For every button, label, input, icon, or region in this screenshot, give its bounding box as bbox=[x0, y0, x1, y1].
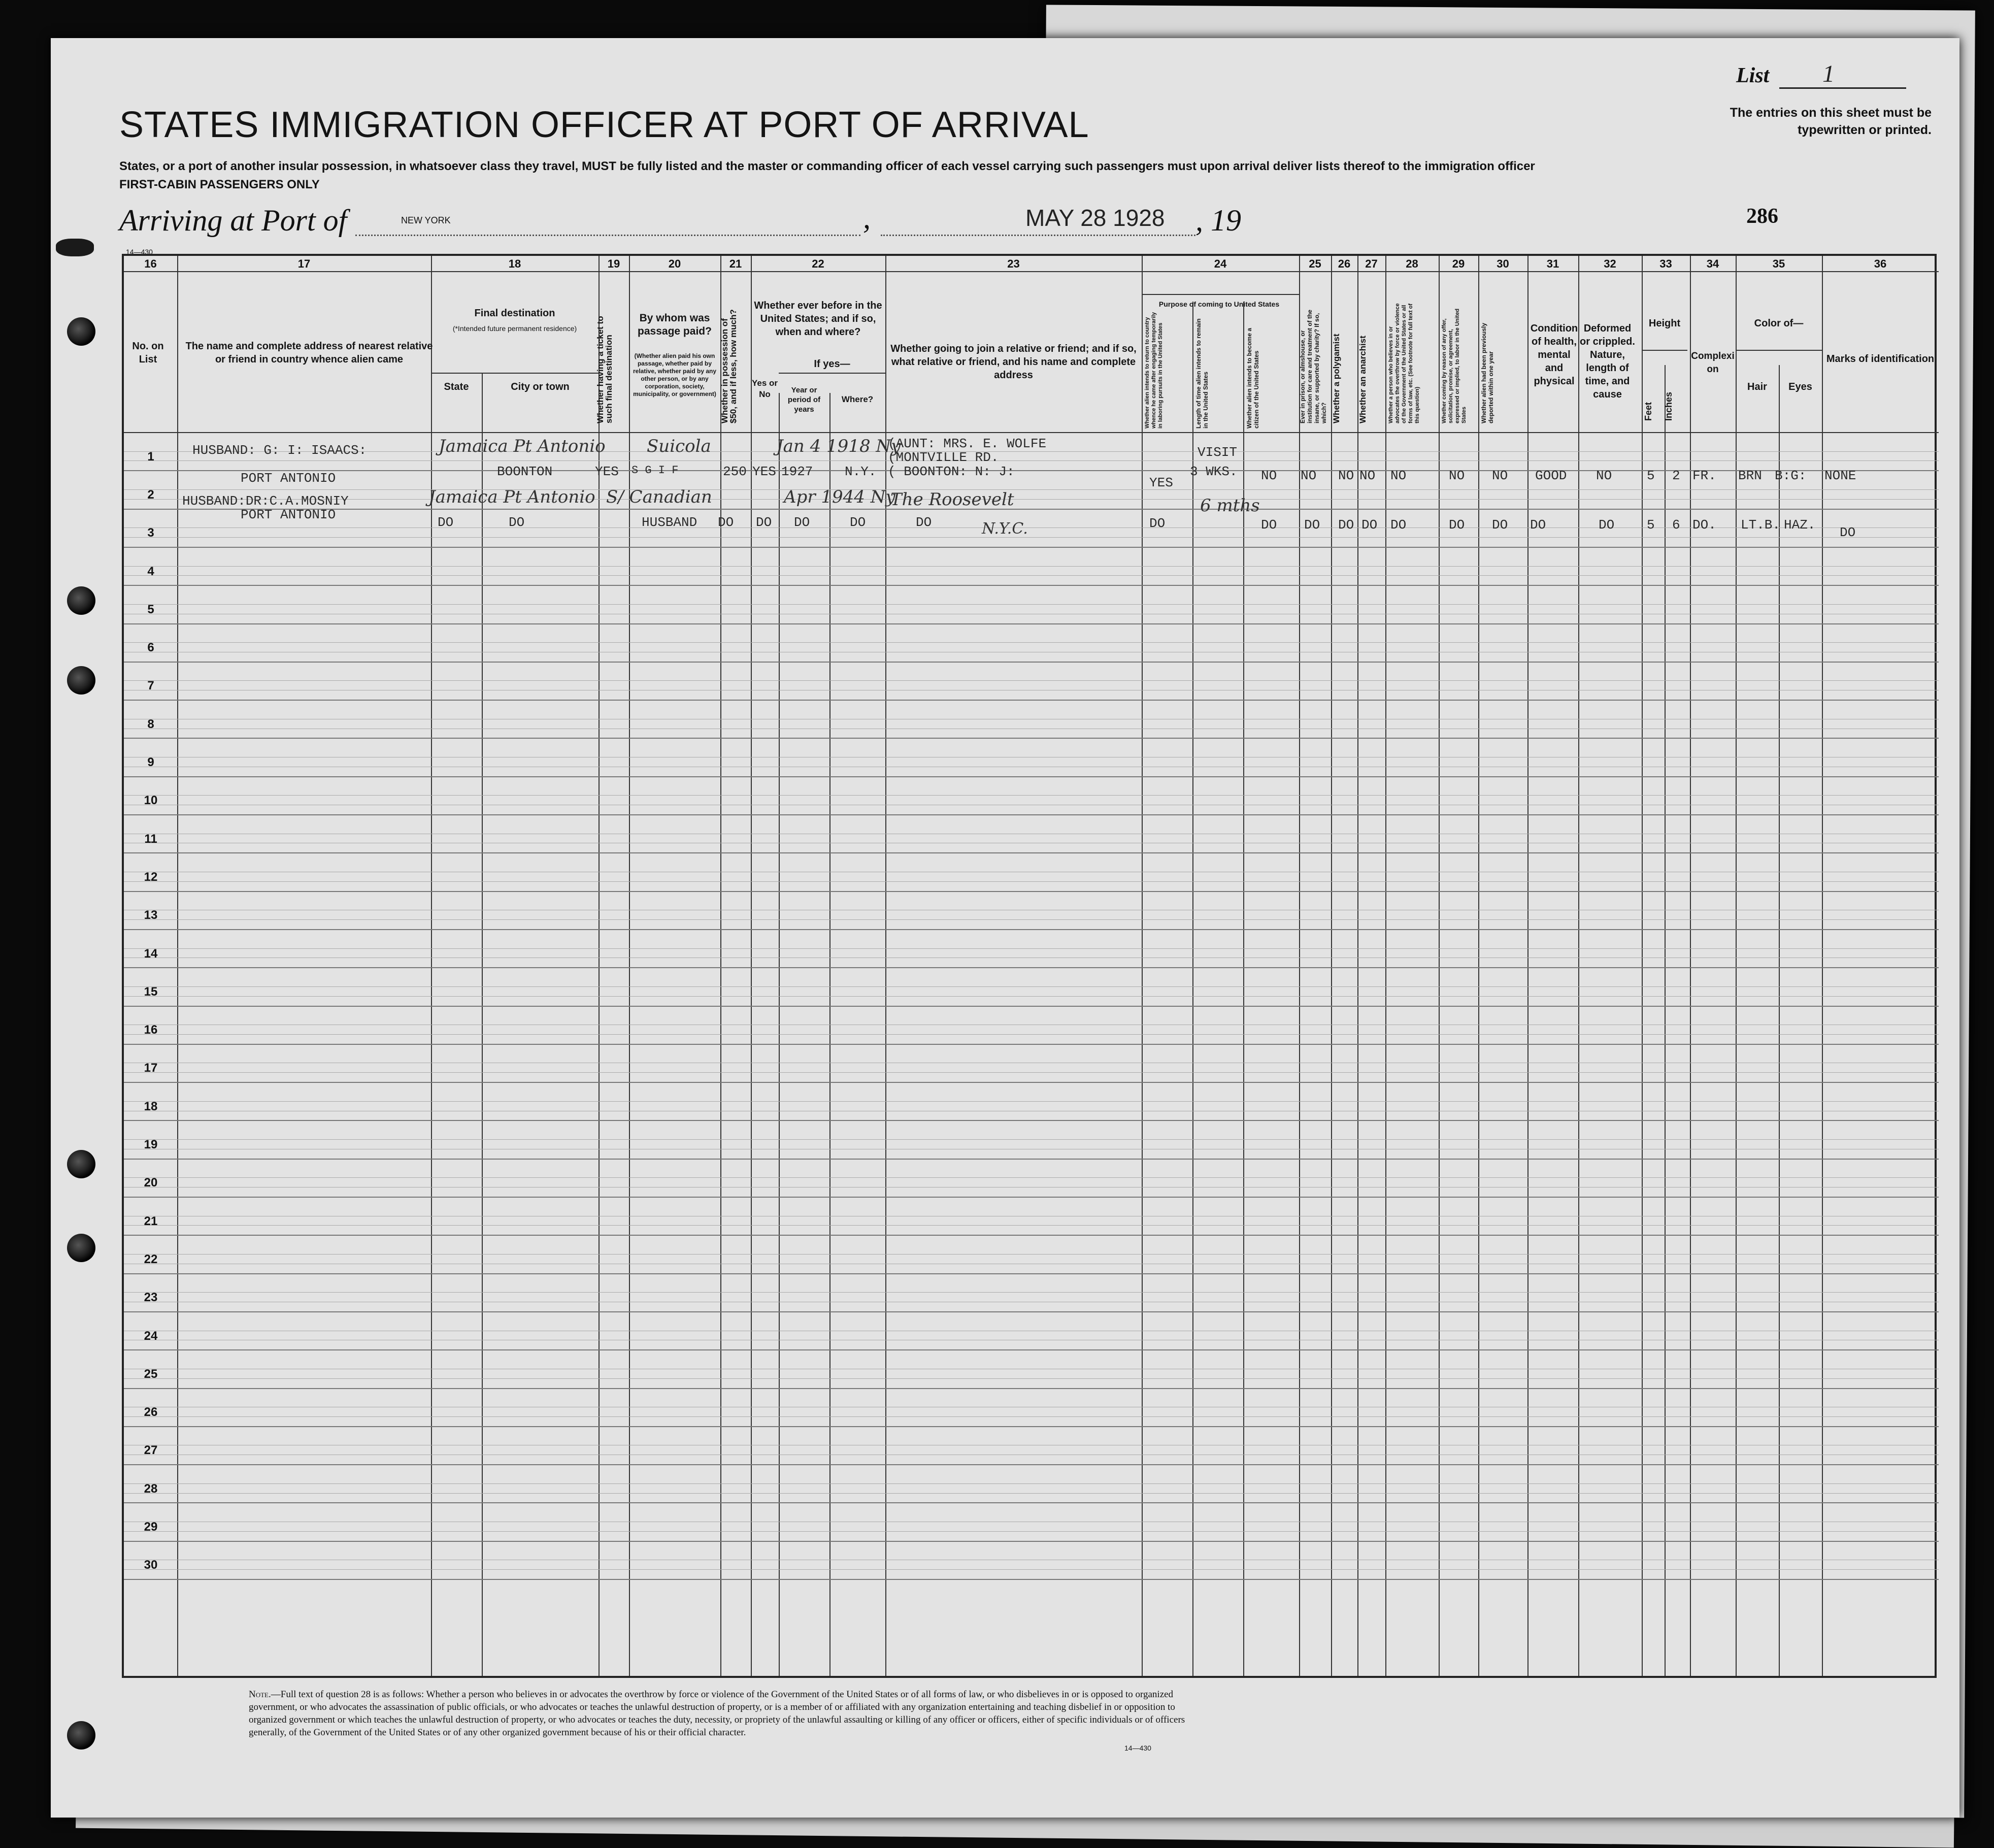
col32-header: Deformed or crippled. Nature, length of time, and cause bbox=[1580, 323, 1635, 400]
row-line bbox=[124, 1159, 1939, 1160]
r1-feet: 5 bbox=[1647, 468, 1655, 483]
row-ruling-line bbox=[124, 489, 1939, 490]
row-line bbox=[124, 1006, 1939, 1007]
column-number: 22 bbox=[812, 257, 824, 270]
grid-column-line bbox=[885, 256, 886, 1676]
intro-text bbox=[119, 157, 1642, 194]
r1-prison: NO bbox=[1301, 468, 1317, 483]
r2-relative-b: PORT ANTONIO bbox=[241, 507, 336, 522]
r2-paid: HUSBAND bbox=[642, 515, 697, 530]
col34-header: Complexion bbox=[1691, 351, 1735, 375]
r2-feet: 5 bbox=[1647, 517, 1655, 533]
r1-inches: 2 bbox=[1672, 468, 1680, 483]
grid-column-line bbox=[1690, 256, 1691, 1676]
r2-state: DO bbox=[438, 515, 454, 530]
r1-paid: S G I F bbox=[632, 464, 679, 477]
column-number: 23 bbox=[1007, 257, 1020, 270]
row-number: 17 bbox=[144, 1061, 158, 1075]
r1-where: N.Y. bbox=[845, 464, 877, 479]
row-ruling-line bbox=[124, 642, 1939, 643]
r2-anarchist: DO bbox=[1361, 517, 1378, 533]
grid-column-line bbox=[720, 256, 721, 1676]
r1-polygamist: NO bbox=[1338, 468, 1354, 483]
r1-q28: NO bbox=[1390, 468, 1407, 483]
row-line bbox=[124, 738, 1939, 739]
r1-eyes: B:G: bbox=[1775, 468, 1807, 483]
r2-return: DO bbox=[1149, 516, 1166, 531]
row-number: 6 bbox=[147, 641, 154, 655]
row-line bbox=[124, 1502, 1939, 1503]
r1-join-a: (AUNT: MRS. E. WOLFE bbox=[888, 436, 1047, 451]
row-ruling-line bbox=[124, 919, 1939, 920]
grid-column-line bbox=[431, 256, 432, 1676]
col22-where: Where? bbox=[841, 394, 874, 404]
grid-subcolumn-line bbox=[1192, 302, 1193, 1676]
date-dotted-line bbox=[881, 234, 1195, 236]
row-line bbox=[124, 1235, 1939, 1236]
col20-header: By whom was passage paid? bbox=[638, 312, 712, 337]
col17-header: The name and complete address of nearest relative or friend in country whence alien came bbox=[185, 341, 433, 365]
row-line bbox=[124, 1082, 1939, 1083]
row-number: 3 bbox=[147, 526, 154, 540]
r2-polygamist: DO bbox=[1338, 517, 1354, 533]
row-line bbox=[124, 662, 1939, 663]
r2-money: DO bbox=[718, 515, 734, 530]
row-ruling-line bbox=[124, 1569, 1939, 1570]
row-ruling-line bbox=[124, 1072, 1939, 1073]
r1-deformed: NO bbox=[1596, 468, 1612, 483]
binder-hole bbox=[67, 317, 95, 346]
row-number: 15 bbox=[144, 984, 158, 999]
page-title: STATES IMMIGRATION OFFICER AT PORT OF ARRIVAL bbox=[119, 105, 1089, 145]
row-line bbox=[124, 547, 1939, 548]
column-number: 18 bbox=[508, 257, 521, 270]
row-ruling-line bbox=[124, 948, 1939, 949]
grid-column-line bbox=[1439, 256, 1440, 1676]
row-ruling-line bbox=[124, 1034, 1939, 1035]
form-number-top: 14—430 bbox=[126, 248, 153, 256]
r1-hair: BRN bbox=[1738, 468, 1762, 483]
row-ruling-line bbox=[124, 604, 1939, 605]
row-line bbox=[124, 1311, 1939, 1312]
r2-paid-handwritten: S/ Canadian bbox=[606, 487, 712, 507]
port-value: NEW YORK bbox=[401, 215, 451, 225]
grid-column-line bbox=[1357, 256, 1358, 1676]
col27-header: Whether an anarchist bbox=[1358, 336, 1368, 423]
column-number: 20 bbox=[668, 257, 681, 270]
col22-yesno: Yes or No bbox=[751, 378, 778, 399]
row-line bbox=[124, 1464, 1939, 1465]
r2-year: DO bbox=[794, 515, 810, 530]
typewritten-instructions: The entries on this sheet must be typewritten or printed. bbox=[1730, 106, 1932, 137]
r1-year: 1927 bbox=[781, 464, 813, 479]
col24-return: Whether alien intends to return to country whence he came after engaging temporarily in laboring pursuits in the United States bbox=[1144, 312, 1164, 428]
col36-header: Marks of identification bbox=[1826, 353, 1935, 365]
col18-header: Final destination bbox=[474, 308, 555, 319]
row-number: 10 bbox=[144, 794, 158, 808]
r2-q28: DO bbox=[1390, 517, 1407, 533]
r2-join-handwritten-2: N.Y.C. bbox=[982, 520, 1028, 538]
binder-hole bbox=[67, 1150, 95, 1178]
grid-column-line bbox=[1299, 256, 1300, 1676]
grid-header-line bbox=[1736, 350, 1822, 351]
row-line bbox=[124, 470, 1939, 471]
r2-prison: DO bbox=[1304, 517, 1320, 533]
row-ruling-line bbox=[124, 1254, 1939, 1255]
comma: , bbox=[863, 201, 871, 235]
grid-column-line bbox=[1478, 256, 1479, 1676]
col22-year: Year or period of years bbox=[787, 386, 821, 414]
r1-prior-handwritten: Jan 4 1918 Ny bbox=[776, 436, 901, 456]
row-number: 7 bbox=[147, 679, 154, 693]
footnote bbox=[249, 1688, 1213, 1739]
grid-subcolumn-line bbox=[1665, 365, 1666, 1676]
row-number: 23 bbox=[144, 1291, 158, 1305]
r2-inches: 6 bbox=[1672, 517, 1680, 533]
col18-state: State bbox=[444, 381, 469, 392]
row-ruling-line bbox=[124, 1139, 1939, 1140]
intro-line-1: States, or a port of another insular possession, in whatsoever class they travel, MUST be fully listed and the master or commanding officer of each vessel carrying such passengers must upon arrival deliver lists thereof to the immigration officer bbox=[119, 159, 1535, 173]
footnote-label: Note. bbox=[249, 1689, 271, 1700]
row-number: 5 bbox=[147, 602, 154, 616]
r1-q29: NO bbox=[1449, 468, 1465, 483]
column-number: 26 bbox=[1338, 257, 1351, 270]
r1-paid-handwritten: Suicola bbox=[647, 436, 711, 456]
col22-ifyes: If yes— bbox=[814, 358, 850, 370]
row-number: 28 bbox=[144, 1481, 158, 1496]
row-number: 26 bbox=[144, 1405, 158, 1420]
row-ruling-line bbox=[124, 795, 1939, 796]
row-line bbox=[124, 891, 1939, 892]
row-ruling-line bbox=[124, 527, 1939, 528]
r2-health: DO bbox=[1530, 517, 1546, 533]
r2-where: DO bbox=[850, 515, 866, 530]
col35-hair: Hair bbox=[1747, 381, 1767, 392]
row-line bbox=[124, 814, 1939, 815]
footnote-text: —Full text of question 28 is as follows: Whether a person who believes in or advocates the overthrow by force or violence of the Government of the United States or of all forms of law, or who disbelieves in or is opposed to organized government, or who advocates the assassination of public officials, or who advocates or teaches the unlawful destruction of property, or is a member of or affiliated with any organization entertaining and teaching disbelief in or opposition to organized government or which teaches the unlawful destruction of property, or who advocates or teaches the duty, necessity, or propriety of the unlawful assaulting or killing of any officer or officers, either of specific individuals or of officers generally, of the Government of the United States or of any other organized government because of his or their official character. bbox=[249, 1689, 1185, 1738]
r1-join-c: ( BOONTON: N: J: bbox=[888, 464, 1015, 479]
r1-health: GOOD bbox=[1535, 468, 1567, 483]
column-number: 32 bbox=[1604, 257, 1616, 270]
col31-header: Condition of health, mental and physical bbox=[1530, 323, 1578, 387]
col35-eyes: Eyes bbox=[1788, 381, 1812, 392]
row-ruling-line bbox=[124, 1531, 1939, 1532]
column-number: 24 bbox=[1214, 257, 1227, 270]
r2-citizen: DO bbox=[1261, 517, 1277, 533]
r2-length-handwritten: 6 mths bbox=[1200, 496, 1260, 516]
row-number: 30 bbox=[144, 1558, 158, 1572]
date-stamp: MAY 28 1928 bbox=[1025, 205, 1165, 231]
row-ruling-line bbox=[124, 460, 1939, 461]
binder-hole bbox=[67, 586, 95, 615]
column-number: 19 bbox=[607, 257, 620, 270]
column-number: 31 bbox=[1546, 257, 1559, 270]
row-number: 22 bbox=[144, 1252, 158, 1266]
row-ruling-line bbox=[124, 1101, 1939, 1102]
r1-yesno: YES bbox=[752, 464, 776, 479]
row-line bbox=[124, 1349, 1939, 1350]
col33-inches: Inches bbox=[1664, 391, 1674, 421]
col21-header: Whether in possession of $50, and if less, how much? bbox=[720, 309, 738, 423]
grid-column-line bbox=[1331, 256, 1332, 1676]
list-number: 1 bbox=[1822, 60, 1835, 87]
row-line bbox=[124, 1541, 1939, 1542]
year-prefix: , 19 bbox=[1195, 204, 1241, 237]
manifest-table bbox=[122, 254, 1937, 1678]
col19-header: Whether having a ticket to such final destination bbox=[595, 316, 614, 423]
row-number: 13 bbox=[144, 908, 158, 922]
col28-header: Whether a person who believes in or advocates the overthrow by force or violence of the Government of the United States or all forms of law, etc. (See footnote for full text of this question) bbox=[1388, 303, 1420, 423]
grid-column-line bbox=[1822, 256, 1823, 1676]
binder-hole bbox=[67, 666, 95, 695]
row-ruling-line bbox=[124, 1416, 1939, 1417]
column-number: 28 bbox=[1406, 257, 1418, 270]
row-ruling-line bbox=[124, 986, 1939, 987]
row-line bbox=[124, 1388, 1939, 1389]
row-number: 29 bbox=[144, 1520, 158, 1534]
r1-complexion: FR. bbox=[1692, 468, 1716, 483]
r1-relative-b: PORT ANTONIO bbox=[241, 471, 336, 486]
row-ruling-line bbox=[124, 499, 1939, 500]
r2-state-handwritten: Jamaica Pt Antonio bbox=[428, 487, 595, 507]
col16-header: No. on List bbox=[132, 341, 164, 365]
row-ruling-line bbox=[124, 996, 1939, 997]
col18-note: (*Intended future permanent residence) bbox=[452, 324, 577, 333]
row-number: 12 bbox=[144, 870, 158, 884]
r2-prior-handwritten: Apr 1944 Ny bbox=[784, 487, 895, 507]
row-line bbox=[124, 700, 1939, 701]
col20-note: (Whether alien paid his own passage, whether paid by relative, whether paid by any other person, or by any corporation, society, municipality, or government) bbox=[633, 352, 717, 398]
r1-city: BOONTON bbox=[497, 464, 553, 479]
col26-header: Whether a polygamist bbox=[1332, 334, 1341, 423]
row-ruling-line bbox=[124, 1177, 1939, 1178]
r2-deformed: DO bbox=[1599, 517, 1615, 533]
r1-length: 3 WKS. bbox=[1190, 464, 1238, 479]
r2-join-handwritten-1: The Roosevelt bbox=[890, 489, 1014, 510]
r2-eyes: HAZ. bbox=[1784, 517, 1816, 533]
intro-line-2: FIRST-CABIN PASSENGERS ONLY bbox=[119, 178, 320, 191]
row-ruling-line bbox=[124, 1493, 1939, 1494]
col24-header: Purpose of coming to United States bbox=[1158, 300, 1280, 308]
row-line bbox=[124, 585, 1939, 586]
r2-marks: DO bbox=[1840, 525, 1856, 540]
col25-header: Ever in prison, or almshouse, or institution for care and treatment of the insane, or supported by charity? If so, which? bbox=[1299, 309, 1327, 423]
col24-length: Length of time alien intends to remain in the United States bbox=[1195, 318, 1209, 428]
grid-header-line bbox=[779, 373, 885, 374]
column-number: 16 bbox=[144, 257, 157, 270]
row-line bbox=[124, 1120, 1939, 1121]
form-number-bottom: 14—430 bbox=[1124, 1744, 1151, 1752]
row-number: 9 bbox=[147, 755, 154, 770]
r1-money: 250 bbox=[723, 464, 747, 479]
col23-header: Whether going to join a relative or friend; and if so, what relative or friend, and his name and complete address bbox=[890, 343, 1137, 381]
r1-deported: NO bbox=[1492, 468, 1508, 483]
grid-column-line bbox=[1736, 256, 1737, 1676]
row-number: 4 bbox=[147, 564, 154, 578]
r1-relative-a: HUSBAND: G: I: ISAACS: bbox=[192, 443, 367, 458]
arriving-label: Arriving at Port of bbox=[119, 204, 347, 237]
column-number: 17 bbox=[297, 257, 311, 270]
row-number: 27 bbox=[144, 1443, 158, 1458]
r2-q29: DO bbox=[1449, 517, 1465, 533]
grid-column-line bbox=[1385, 256, 1386, 1676]
r2-city: DO bbox=[509, 515, 525, 530]
grid-column-line bbox=[751, 256, 752, 1676]
r2-relative-a: HUSBAND:DR:C.A.MOSNIY bbox=[182, 493, 349, 509]
grid-column-line bbox=[1642, 256, 1643, 1676]
r2-deported: DO bbox=[1492, 517, 1508, 533]
col18-city: City or town bbox=[511, 381, 570, 392]
row-ruling-line bbox=[124, 1483, 1939, 1484]
col33-feet: Feet bbox=[1643, 402, 1653, 421]
sheet-number: 286 bbox=[1746, 205, 1778, 228]
row-ruling-line bbox=[124, 1225, 1939, 1226]
row-line bbox=[124, 929, 1939, 930]
row-number: 25 bbox=[144, 1367, 158, 1381]
row-line bbox=[124, 852, 1939, 853]
row-number: 11 bbox=[144, 832, 157, 846]
column-number: 34 bbox=[1706, 257, 1719, 270]
r2-yesno: DO bbox=[756, 515, 772, 530]
grid-column-line bbox=[1142, 256, 1143, 1676]
row-line bbox=[124, 1426, 1939, 1427]
grid-subcolumn-line bbox=[1779, 365, 1780, 1676]
column-number: 36 bbox=[1874, 257, 1887, 270]
r2-hair: LT.B. bbox=[1741, 517, 1781, 533]
column-number: 33 bbox=[1659, 257, 1672, 270]
row-line bbox=[124, 623, 1939, 624]
column-number: 35 bbox=[1772, 257, 1785, 270]
row-number: 20 bbox=[144, 1176, 158, 1190]
column-number: 29 bbox=[1452, 257, 1465, 270]
col22-header: Whether ever before in the United States; and if so, when and where? bbox=[754, 300, 882, 338]
r1-citizen: NO bbox=[1261, 468, 1277, 483]
row-ruling-line bbox=[124, 680, 1939, 681]
r1-anarchist: NO bbox=[1359, 468, 1376, 483]
list-label: List bbox=[1736, 64, 1770, 87]
list-number-line bbox=[1779, 87, 1906, 89]
col24-citizen: Whether alien intends to become a citizen of the United States bbox=[1246, 327, 1260, 428]
r1-return: YES bbox=[1149, 475, 1173, 490]
row-number: 2 bbox=[147, 487, 154, 502]
row-number: 8 bbox=[147, 717, 154, 731]
port-dotted-line bbox=[355, 234, 860, 236]
r1-ticket: YES bbox=[595, 464, 619, 479]
binder-hole bbox=[67, 1234, 95, 1262]
r1-state-handwritten: Jamaica Pt Antonio bbox=[439, 436, 606, 456]
grid-header-line bbox=[124, 432, 1939, 433]
column-number: 21 bbox=[729, 257, 742, 270]
binder-hole bbox=[67, 1721, 95, 1750]
r1-purpose: VISIT bbox=[1198, 445, 1238, 460]
grid-column-line bbox=[177, 256, 178, 1676]
r2-join: DO bbox=[916, 515, 932, 530]
grid-header-line bbox=[431, 373, 599, 374]
row-number: 21 bbox=[144, 1214, 158, 1228]
row-number: 16 bbox=[144, 1023, 158, 1037]
grid-header-line bbox=[124, 271, 1939, 272]
row-line bbox=[124, 1273, 1939, 1274]
grid-header-line bbox=[1142, 294, 1299, 295]
column-number: 30 bbox=[1497, 257, 1509, 270]
row-ruling-line bbox=[124, 1292, 1939, 1293]
paper-scuff bbox=[56, 239, 94, 256]
row-number: 19 bbox=[144, 1138, 158, 1152]
column-number: 27 bbox=[1365, 257, 1378, 270]
r1-marks: NONE bbox=[1824, 468, 1856, 483]
row-ruling-line bbox=[124, 1378, 1939, 1379]
row-number: 24 bbox=[144, 1329, 158, 1343]
row-number: 1 bbox=[147, 449, 154, 464]
row-number: 18 bbox=[144, 1099, 158, 1113]
row-line bbox=[124, 509, 1939, 510]
r2-complexion: DO. bbox=[1692, 517, 1716, 533]
grid-column-line bbox=[1578, 256, 1579, 1676]
row-ruling-line bbox=[124, 537, 1939, 538]
col29-header: Whether coming by reason of any offer, solicitation, promise, or agreement, expressed or implied, to labor in the United States bbox=[1441, 308, 1467, 423]
col30-header: Whether alien had been previously deported within one year bbox=[1480, 322, 1494, 423]
grid-column-line bbox=[1527, 256, 1528, 1676]
column-number: 25 bbox=[1309, 257, 1321, 270]
row-line bbox=[124, 776, 1939, 777]
row-line bbox=[124, 1044, 1939, 1045]
row-line bbox=[124, 1197, 1939, 1198]
r1-join-b: (MONTVILLE RD. bbox=[888, 450, 999, 465]
col35-header: Color of— bbox=[1754, 318, 1804, 329]
grid-column-line bbox=[629, 256, 630, 1676]
row-ruling-line bbox=[124, 566, 1939, 567]
grid-header-line bbox=[1642, 350, 1687, 351]
row-number: 14 bbox=[144, 946, 158, 961]
col33-header: Height bbox=[1648, 318, 1681, 329]
row-ruling-line bbox=[124, 881, 1939, 882]
row-line bbox=[124, 1579, 1939, 1580]
row-ruling-line bbox=[124, 575, 1939, 576]
row-line bbox=[124, 967, 1939, 968]
